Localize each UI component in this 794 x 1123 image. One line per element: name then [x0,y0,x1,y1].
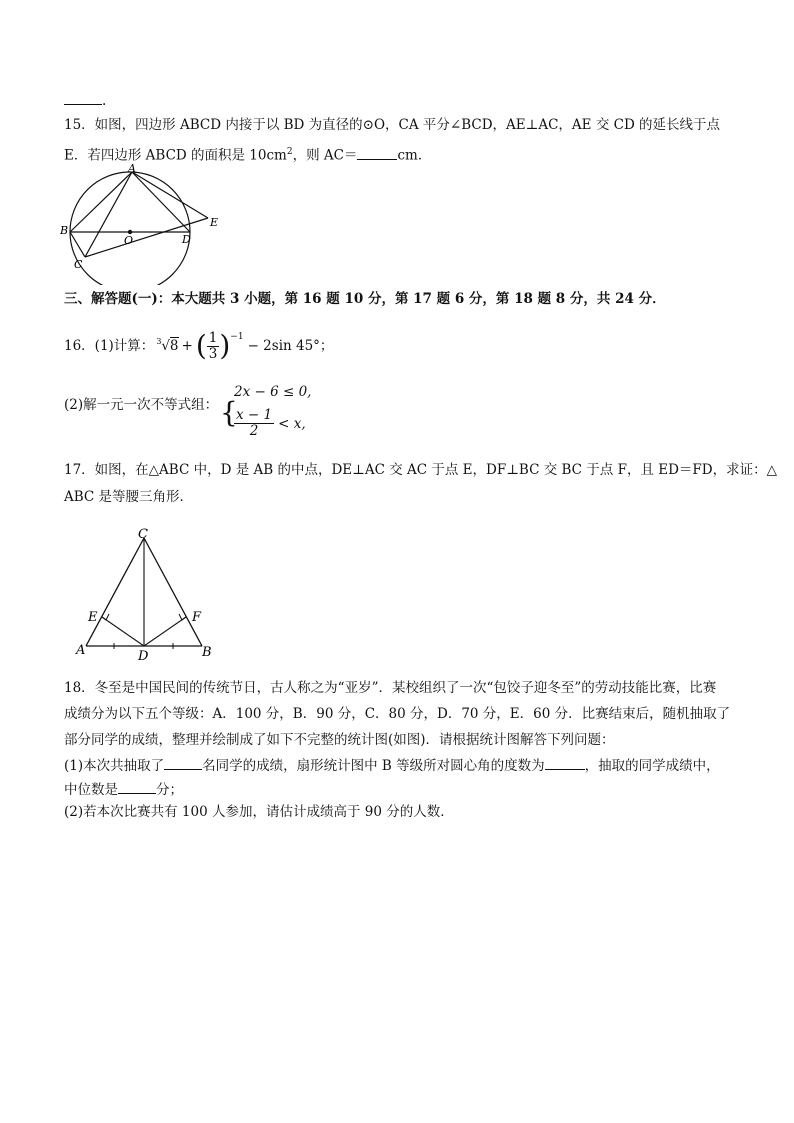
label-e: E [88,610,98,625]
circle-o [70,172,190,285]
q17-triangle-figure [74,526,224,661]
label-a: A [128,162,136,175]
previous-answer-blank: . [64,90,106,110]
q18-line3: 部分同学的成绩，整理并绘制成了如下不完整的统计图(如图)．请根据统计图解答下列问题： [64,732,615,748]
section-3-heading: 三、解答题(一)：本大题共 3 小题，第 16 题 10 分，第 17 题 6 分，第 18 题 8 分，共 24 分． [64,291,666,307]
label-b: B [60,224,69,237]
label-b: B [202,645,212,660]
inequality-1: 2x − 6 ≤ 0, [234,384,312,400]
segment-df [144,617,186,646]
q15-line2: E．若四边形 ABCD 的面积是 $10cm^2$，则 AC＝ cm． [64,143,431,165]
cube-root: 3 √8 [156,337,179,354]
q18-line4: (1)本次共抽取了 名同学的成绩，扇形统计图中 B 等级所对圆心角的度数为 ，抽取的同学成绩中， [64,755,720,775]
label-c: C [74,258,83,271]
q18-blank-angle [545,755,585,770]
q18-line1: 18．冬至是中国民间的传统节日，古人称之为“亚岁”．某校组织了一次“包饺子迎冬至”的劳动技能比赛，比赛 [64,680,717,696]
q18-blank-count [164,755,202,770]
label-o: O [124,234,134,247]
label-f: F [192,610,202,625]
q17-line1: 17．如图，在△ABC 中，D 是 AB 的中点，DE⊥AC 交 AC 于点 E，DF⊥BC 交 BC 于点 F，且 ED＝FD，求证：△ [64,462,777,478]
q16-part2-label: (2)解一元一次不等式组： [64,397,219,413]
inequality-2: $\frac{x - 1}{2}$ < x, [236,407,306,439]
label-c: C [138,527,148,542]
fraction-one-third: $\frac{1}{3}$ [208,329,218,362]
q18-blank-median [118,779,156,794]
segment-de [102,617,144,646]
label-d: D [138,649,149,661]
q18-line5: 中位数是 分； [64,779,183,799]
q18-line6: (2)若本次比赛共有 100 人参加，请估计成绩高于 90 分的人数． [64,804,454,820]
q17-line2: ABC 是等腰三角形． [64,489,194,505]
label-e: E [210,216,219,229]
brace: { [220,396,238,429]
label-d: D [182,233,191,246]
q15-answer-blank [357,145,397,160]
side-bc [144,538,202,646]
segment-ab [70,172,132,232]
q15-line1: 15．如图，四边形 ABCD 内接于以 BD 为直径的⊙O，CA 平分∠BCD，AE⊥AC，AE 交 CD 的延长线于点 [64,117,721,133]
q18-line2: 成绩分为以下五个等级：A．100 分，B．90 分，C．80 分，D．70 分，E．60 分．比赛结束后，随机抽取了 [64,706,731,722]
label-a: A [76,643,86,658]
segment-bc [70,232,85,257]
q16-part1: 16．(1)计算： 3 √8 + ( $\frac{1}{3}$ ) $^{-1}$ − 2sin 45°； [64,329,334,362]
side-ac [86,538,144,646]
q15-circle-figure [60,160,230,285]
